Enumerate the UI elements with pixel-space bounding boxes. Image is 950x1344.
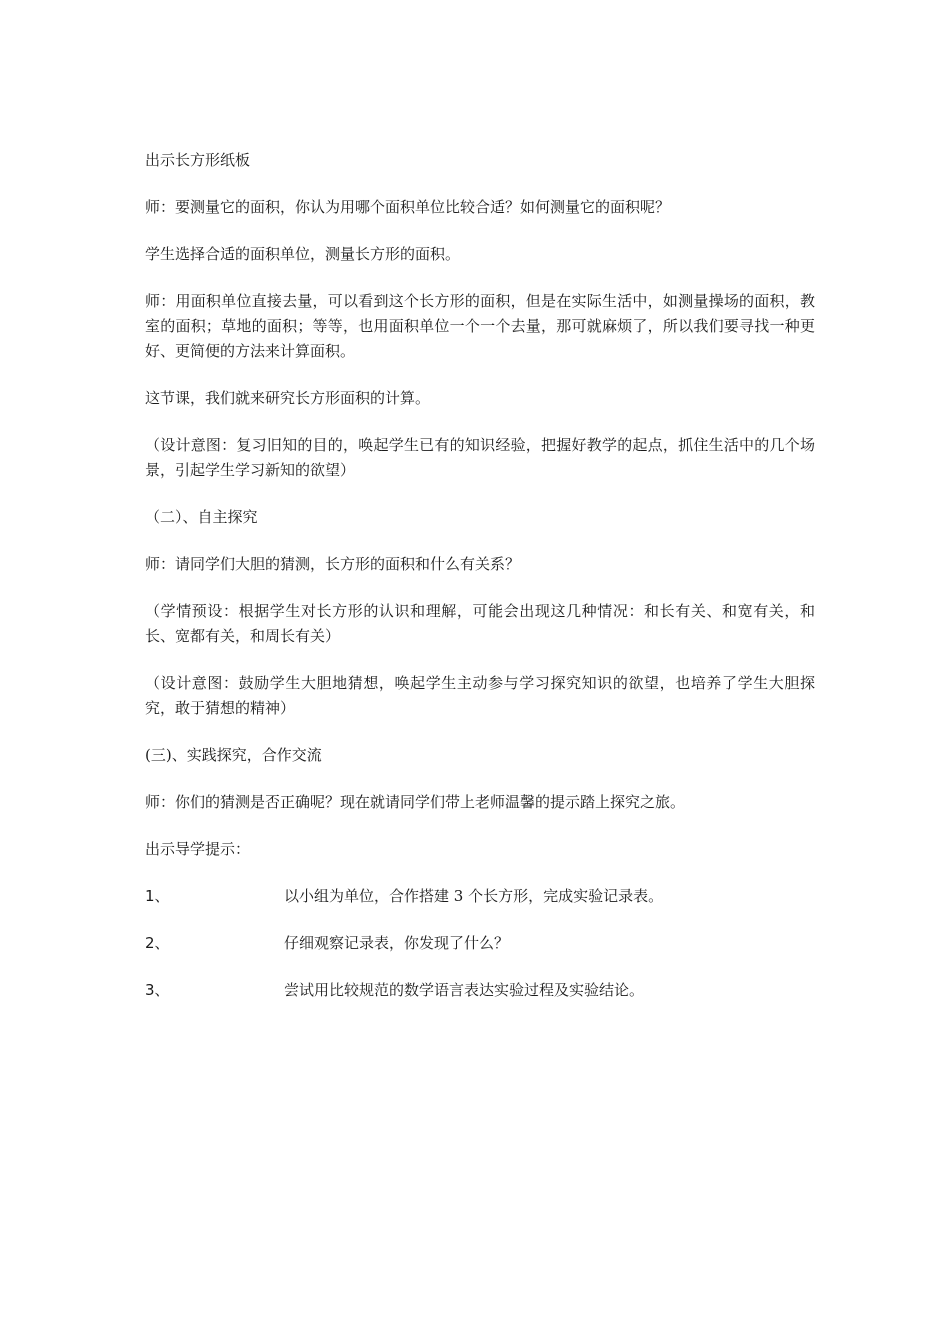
section-heading-3: (三)、实践探究，合作交流 <box>145 746 322 764</box>
list-number: 2、 <box>145 934 170 952</box>
paragraph-show-hints: 出示导学提示： <box>145 840 251 858</box>
paragraph-show-rectangle: 出示长方形纸板 <box>145 151 251 169</box>
list-number: 1、 <box>145 887 170 905</box>
paragraph-students-measure: 学生选择合适的面积单位，测量长方形的面积。 <box>145 245 461 263</box>
list-item <box>145 931 815 956</box>
paragraph-design-intent-2: （设计意图：鼓励学生大胆地猜想，唤起学生主动参与学习探究知识的欲望，也培养了学生大胆探究，敢于猜想的精神） <box>145 674 815 717</box>
list-number: 3、 <box>145 981 170 999</box>
list-text: 尝试用比较规范的数学语言表达实验过程及实验结论。 <box>284 981 645 999</box>
paragraph-learning-presumption: （学情预设：根据学生对长方形的认识和理解，可能会出现这几种情况：和长有关、和宽有关，和长、宽都有关，和周长有关） <box>145 602 815 645</box>
paragraph-design-intent-1: （设计意图：复习旧知的目的，唤起学生已有的知识经验，把握好教学的起点，抓住生活中的几个场景，引起学生学习新知的欲望） <box>145 436 815 479</box>
list-item <box>145 884 815 909</box>
paragraph-teacher-explanation: 师：用面积单位直接去量，可以看到这个长方形的面积，但是在实际生活中，如测量操场的面积，教室的面积；草地的面积；等等，也用面积单位一个一个去量，那可就麻烦了，所以我们要寻找一种更好、更简便的方法来计算面积。 <box>145 292 815 360</box>
section-heading-2: （二）、自主探究 <box>145 508 258 526</box>
paragraph-teacher-guess: 师：请同学们大胆的猜测，长方形的面积和什么有关系？ <box>145 555 521 573</box>
document-page <box>145 148 815 1025</box>
paragraph-lesson-intro: 这节课，我们就来研究长方形面积的计算。 <box>145 389 431 407</box>
list-text: 以小组为单位，合作搭建 3 个长方形，完成实验记录表。 <box>284 887 664 905</box>
paragraph-teacher-verify: 师：你们的猜测是否正确呢？现在就请同学们带上老师温馨的提示踏上探究之旅。 <box>145 793 686 811</box>
list-item <box>145 978 815 1003</box>
paragraph-teacher-question-measure: 师：要测量它的面积，你认为用哪个面积单位比较合适？如何测量它的面积呢？ <box>145 198 671 216</box>
list-text: 仔细观察记录表，你发现了什么？ <box>284 934 510 952</box>
